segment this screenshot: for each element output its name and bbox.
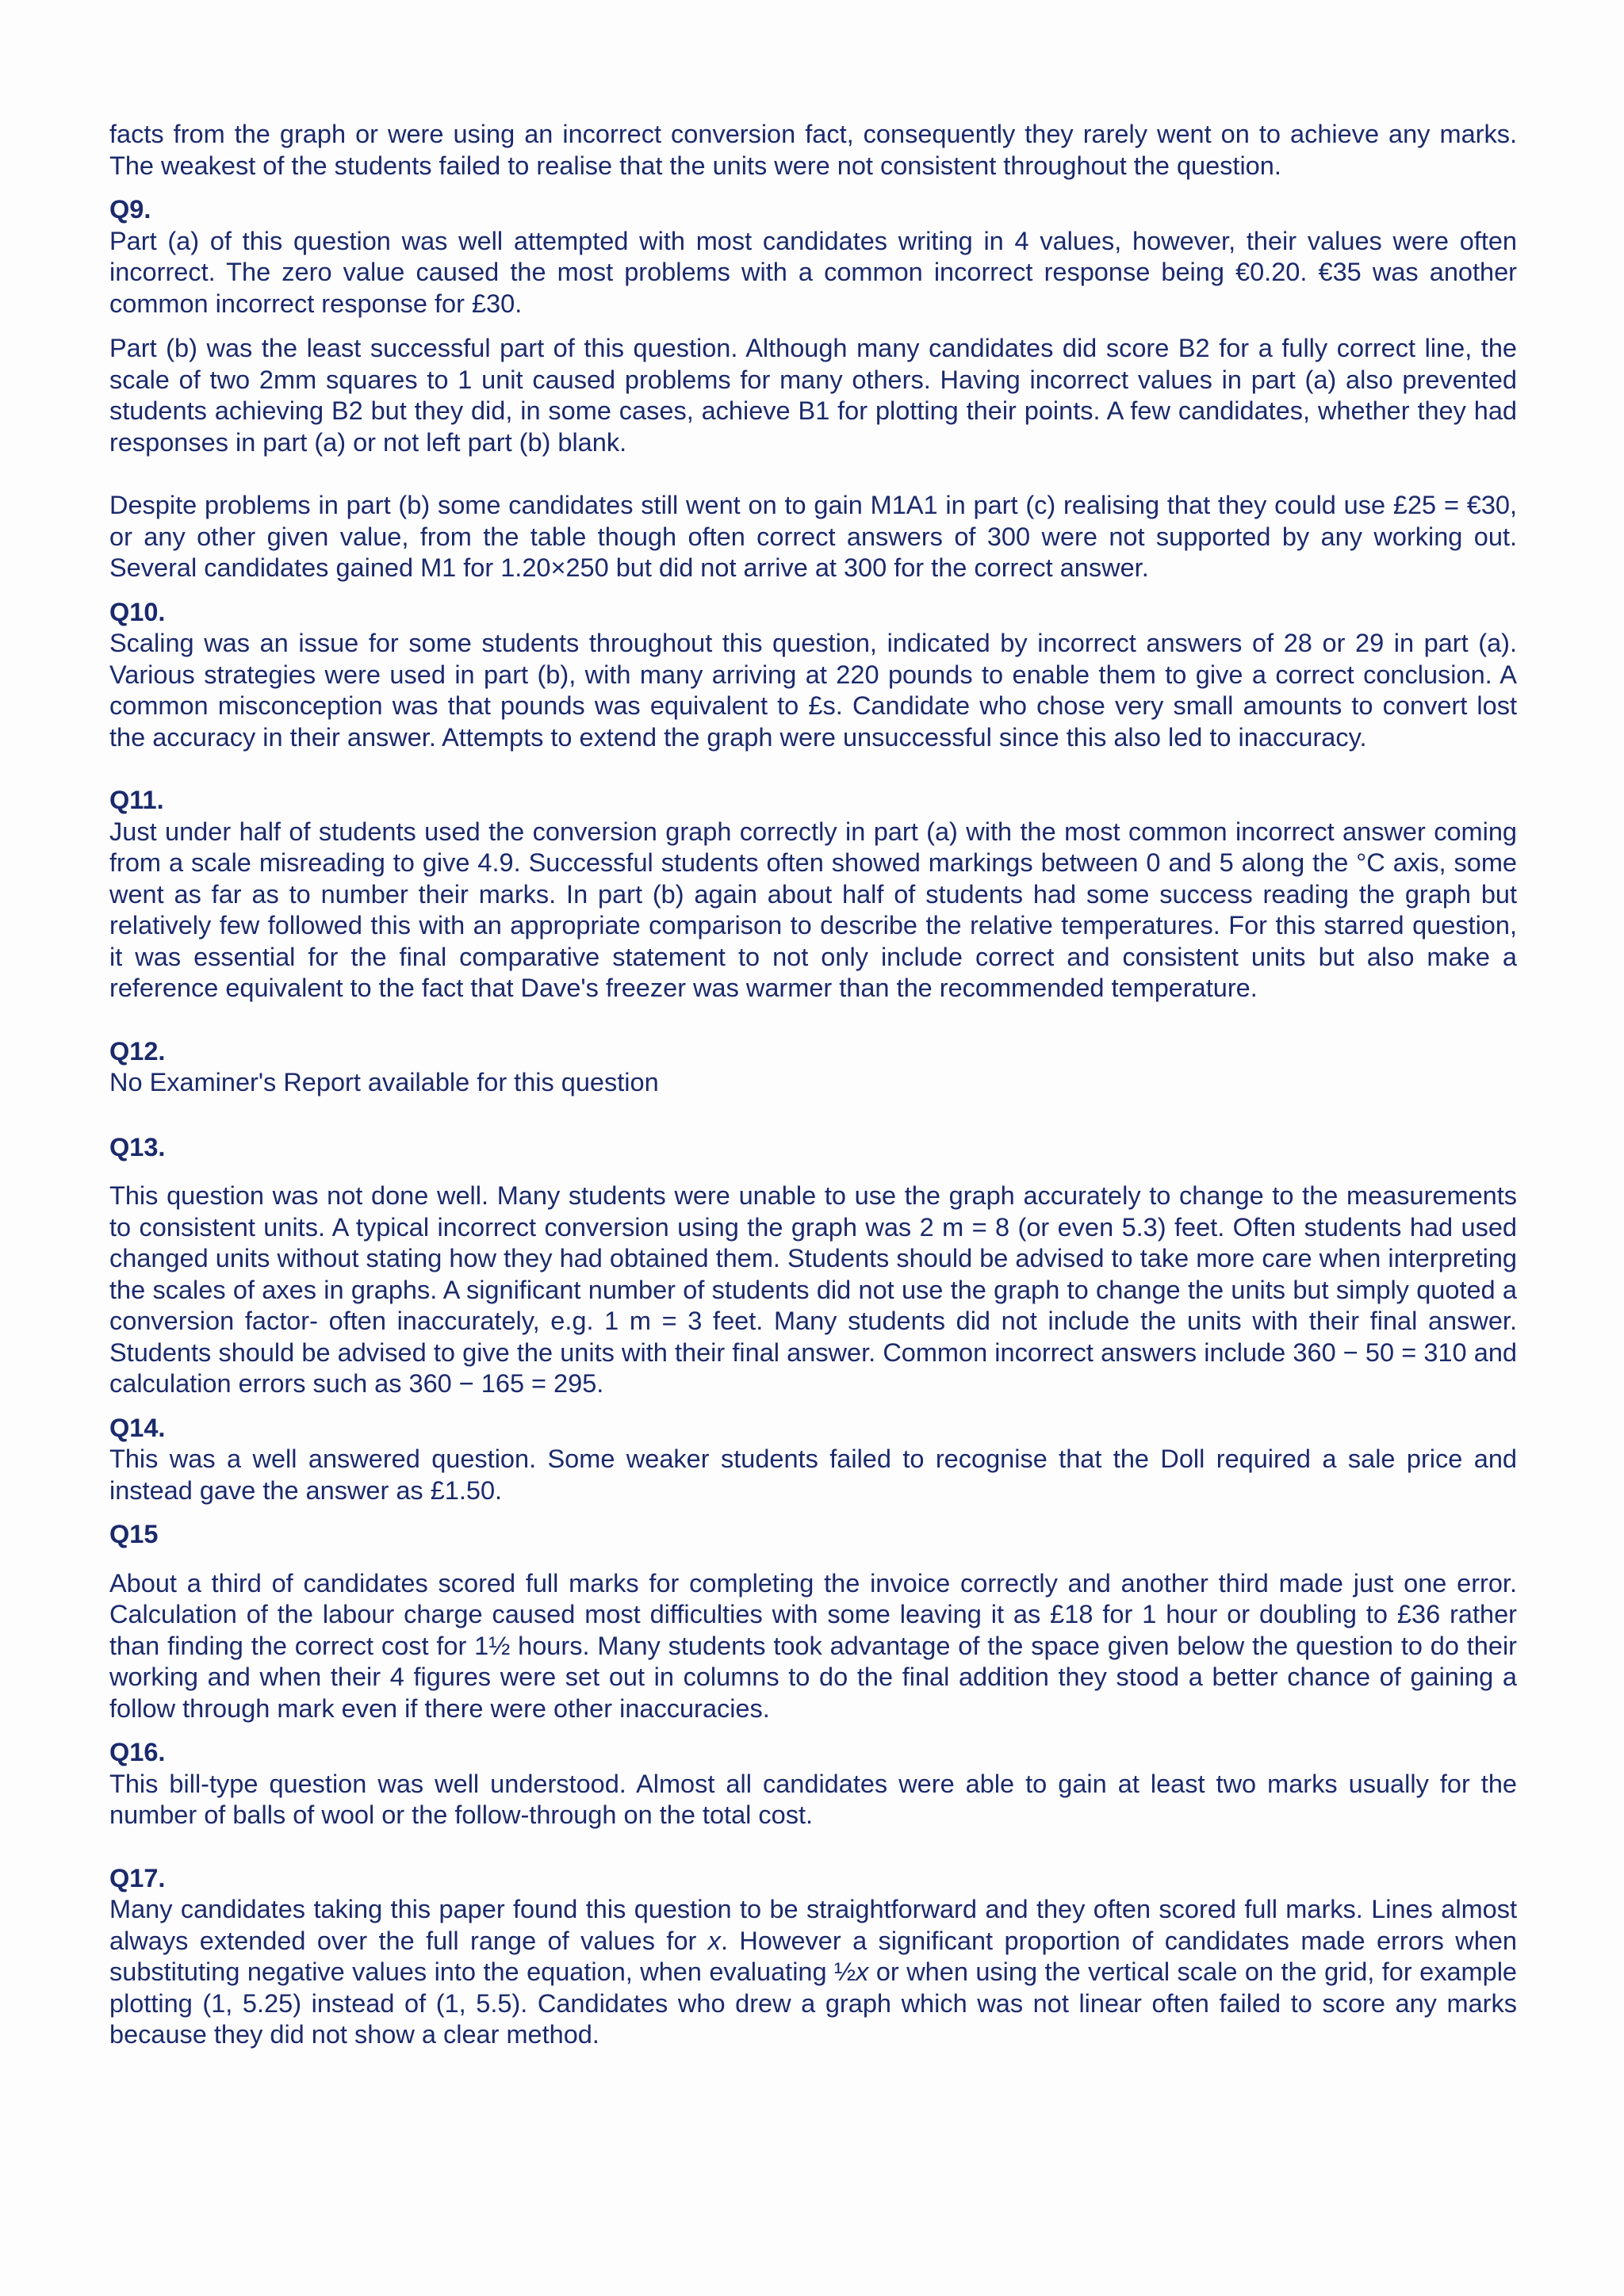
section-q13 xyxy=(109,1132,1517,1400)
q15-heading: Q15 xyxy=(109,1520,159,1548)
section-q12 xyxy=(109,1036,1517,1099)
q12-heading: Q12. xyxy=(109,1036,166,1066)
q13-paragraph-1: This question was not done well. Many students were unable to use the graph accurately to change to the measurements to consistent units. A typical incorrect conversion using the graph was 2 m = 8 (or even 5.3) feet. Often students had used changed units without stating how they had obtained them. Students should be advised to take more care when interpreting the scales of axes in graphs. A significant number of students did not use the graph to change the units but simply quoted a conversion factor- often inaccurately, e.g. 1 m = 3 feet. Many students did not include the units with their final answer. Students should be advised to give the units with their final answer. Common incorrect answers include 360 − 50 = 310 and calculation errors such as 360 − 165 = 295. xyxy=(109,1181,1517,1398)
q17-variable-x-1: x xyxy=(707,1926,721,1955)
q10-paragraph-1: Scaling was an issue for some students throughout this question, indicated by incorrect answers of 28 or 29 in part (a). Various strategies were used in part (b), with many arriving at 220 pounds to enable them to give a correct conclusion. A common misconception was that pounds was equivalent to £s. Candidate who chose very small amounts to convert lost the accuracy in their answer. Attempts to extend the graph were unsuccessful since this also led to inaccuracy. xyxy=(109,629,1517,752)
q14-heading: Q14. xyxy=(109,1413,166,1442)
examiner-report-page xyxy=(109,119,1517,2051)
section-q14 xyxy=(109,1413,1517,1507)
q16-paragraph-1: This bill-type question was well understood. Almost all candidates were able to gain at least two marks usually for the number of balls of wool or the follow-through on the total cost. xyxy=(109,1769,1517,1829)
q13-heading: Q13. xyxy=(109,1132,166,1161)
section-q10 xyxy=(109,597,1517,754)
q15-paragraph-1: About a third of candidates scored full marks for completing the invoice correctly and another third made just one error. Calculation of the labour charge caused most difficulties with some leaving it as £18 for 1 hour or doubling to £36 rather than finding the correct cost for 1½ hours. Many students took advantage of the space given below the question to do their working and when their 4 figures were set out in columns to do the final addition they stood a better chance of gaining a follow through mark even if there were other inaccuracies. xyxy=(109,1568,1517,1723)
q14-paragraph-1: This was a well answered question. Some weaker students failed to recognise that the Doll required a sale price and instead gave the answer as £1.50. xyxy=(109,1445,1517,1505)
q17-heading: Q17. xyxy=(109,1863,166,1892)
section-q16 xyxy=(109,1737,1517,1831)
q17-paragraph-1 xyxy=(109,1894,1517,2051)
q11-heading: Q11. xyxy=(109,786,164,814)
q11-paragraph-1: Just under half of students used the conversion graph correctly in part (a) with the most common incorrect answer coming from a scale misreading to give 4.9. Successful students often showed markings between 0 and 5 along the °C axis, some went as far as to number their marks. In part (b) again about half of students had some success reading the graph but relatively few followed this with an appropriate comparison to describe the relative temperatures. For this starred question, it was essential for the final comparative statement to not only include correct and consistent units but also make a reference equivalent to the fact that Dave's freezer was warmer than the recommended temperature. xyxy=(109,817,1517,1002)
q16-heading: Q16. xyxy=(109,1738,166,1766)
q17-variable-x-2: x xyxy=(856,1957,869,1986)
q9-paragraph-3: Despite problems in part (b) some candidates still went on to gain M1A1 in part (c) realising that they could use £25 = €30, or any other given value, from the table though often correct answers of 300 were not supported by any working out. Several candidates gained M1 for 1.20×250 but did not arrive at 300 for the correct answer. xyxy=(109,491,1517,582)
section-q15 xyxy=(109,1519,1517,1724)
section-q17 xyxy=(109,1863,1517,2051)
section-q11 xyxy=(109,785,1517,1004)
q9-paragraph-2: Part (b) was the least successful part of this question. Although many candidates did score B2 for a fully correct line, the scale of two 2mm squares to 1 unit caused problems for many others. Having incorrect values in part (a) also prevented students achieving B2 but they did, in some cases, achieve B1 for plotting their points. A few candidates, whether they had responses in part (a) or not left part (b) blank. xyxy=(109,334,1517,457)
q10-heading: Q10. xyxy=(109,597,166,626)
q17-text-a: Many candidates taking this paper found this question to be straightforward and they often scored full marks. Lines almost always extended over the full range of values for xyxy=(109,1895,1517,1955)
q17-text-c: or when using the vertical scale on the grid, for example plotting (1, 5.25) instead of (1, 5.5). Candidates who drew a graph which was not linear often failed to score any marks because they did not show a clear method. xyxy=(109,1957,1517,2049)
section-q9 xyxy=(109,194,1517,584)
q12-paragraph-1: No Examiner's Report available for this question xyxy=(109,1068,659,1096)
q9-paragraph-1: Part (a) of this question was well attempted with most candidates writing in 4 values, however, their values were often incorrect. The zero value caused the most problems with a common incorrect response being €0.20. €35 was another common incorrect response for £30. xyxy=(109,226,1517,318)
q9-heading: Q9. xyxy=(109,195,151,224)
q17-text-b: . However a significant proportion of candidates made errors when substituting negative values into the equation, when evaluating ½ xyxy=(109,1926,1517,1986)
intro-paragraph: facts from the graph or were using an incorrect conversion fact, consequently they rarely went on to achieve any marks. The weakest of the students failed to realise that the units were not consistent throughout the question. xyxy=(109,120,1517,180)
